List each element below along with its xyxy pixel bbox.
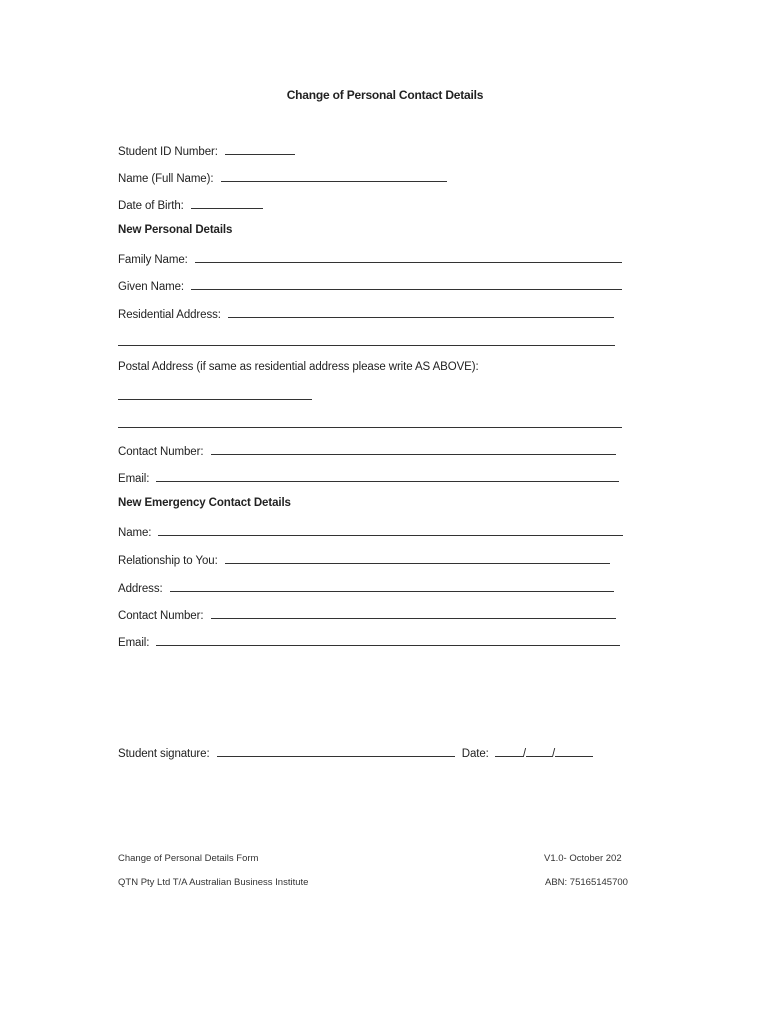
- emergency-contact-number-label: Contact Number:: [118, 610, 204, 622]
- given-name-label: Given Name:: [118, 281, 185, 293]
- emergency-email-field[interactable]: [156, 634, 620, 646]
- postal-address-line-1-row: [118, 388, 312, 403]
- email-label: Email:: [118, 473, 150, 485]
- signature-label: Student signature:: [118, 748, 210, 760]
- given-name-row: [118, 278, 622, 293]
- given-name-field[interactable]: [191, 278, 622, 290]
- footer-version: V1.0- October 202: [544, 853, 622, 864]
- contact-number-row: [118, 443, 616, 458]
- emergency-contact-number-row: [118, 607, 616, 622]
- dob-row: [118, 197, 263, 212]
- student-id-row: [118, 143, 295, 158]
- date-separator-2: /: [551, 748, 556, 760]
- postal-address-line-2-field[interactable]: [118, 416, 622, 428]
- student-id-label: Student ID Number:: [118, 146, 218, 158]
- emergency-name-field[interactable]: [158, 524, 623, 536]
- full-name-label: Name (Full Name):: [118, 173, 214, 185]
- date-separator-1: /: [522, 748, 526, 760]
- dob-field[interactable]: [191, 197, 263, 209]
- footer-company: QTN Pty Ltd T/A Australian Business Institute: [118, 877, 309, 888]
- footer-form-name: Change of Personal Details Form: [118, 853, 259, 864]
- emergency-contact-number-field[interactable]: [211, 607, 616, 619]
- date-month-field[interactable]: [526, 745, 552, 757]
- emergency-email-label: Email:: [118, 637, 150, 649]
- full-name-field[interactable]: [221, 170, 447, 182]
- residential-address-row: [118, 306, 614, 321]
- postal-address-label: Postal Address (if same as residential address please write AS ABOVE):: [118, 361, 479, 373]
- emergency-address-field[interactable]: [170, 580, 614, 592]
- date-day-field[interactable]: [495, 745, 523, 757]
- emergency-name-label: Name:: [118, 527, 152, 539]
- dob-label: Date of Birth:: [118, 200, 184, 212]
- contact-number-label: Contact Number:: [118, 446, 204, 458]
- form-title: Change of Personal Contact Details: [286, 88, 484, 102]
- residential-address-line-2-field[interactable]: [118, 334, 615, 346]
- emergency-address-label: Address:: [118, 583, 163, 595]
- date-year-field[interactable]: [555, 745, 593, 757]
- footer-abn: ABN: 75165145700: [545, 877, 628, 888]
- emergency-name-row: [118, 524, 623, 539]
- emergency-relationship-row: [118, 552, 610, 567]
- date-label: Date:: [461, 748, 489, 760]
- family-name-label: Family Name:: [118, 254, 188, 266]
- emergency-relationship-field[interactable]: [225, 552, 610, 564]
- signature-row: [118, 745, 593, 760]
- student-id-field[interactable]: [225, 143, 295, 155]
- new-personal-details-heading: New Personal Details: [118, 224, 233, 236]
- family-name-field[interactable]: [195, 251, 622, 263]
- postal-address-line-1-field[interactable]: [118, 388, 312, 400]
- full-name-row: [118, 170, 447, 185]
- emergency-relationship-label: Relationship to You:: [118, 555, 218, 567]
- residential-address-field[interactable]: [228, 306, 614, 318]
- email-row: [118, 470, 619, 485]
- emergency-contact-heading: New Emergency Contact Details: [118, 497, 291, 509]
- postal-address-line-2-row: [118, 416, 622, 431]
- email-field[interactable]: [156, 470, 619, 482]
- emergency-email-row: [118, 634, 620, 649]
- contact-number-field[interactable]: [211, 443, 616, 455]
- emergency-address-row: [118, 580, 614, 595]
- residential-address-line-2-row: [118, 334, 615, 349]
- residential-address-label: Residential Address:: [118, 309, 221, 321]
- signature-field[interactable]: [217, 745, 455, 757]
- family-name-row: [118, 251, 622, 266]
